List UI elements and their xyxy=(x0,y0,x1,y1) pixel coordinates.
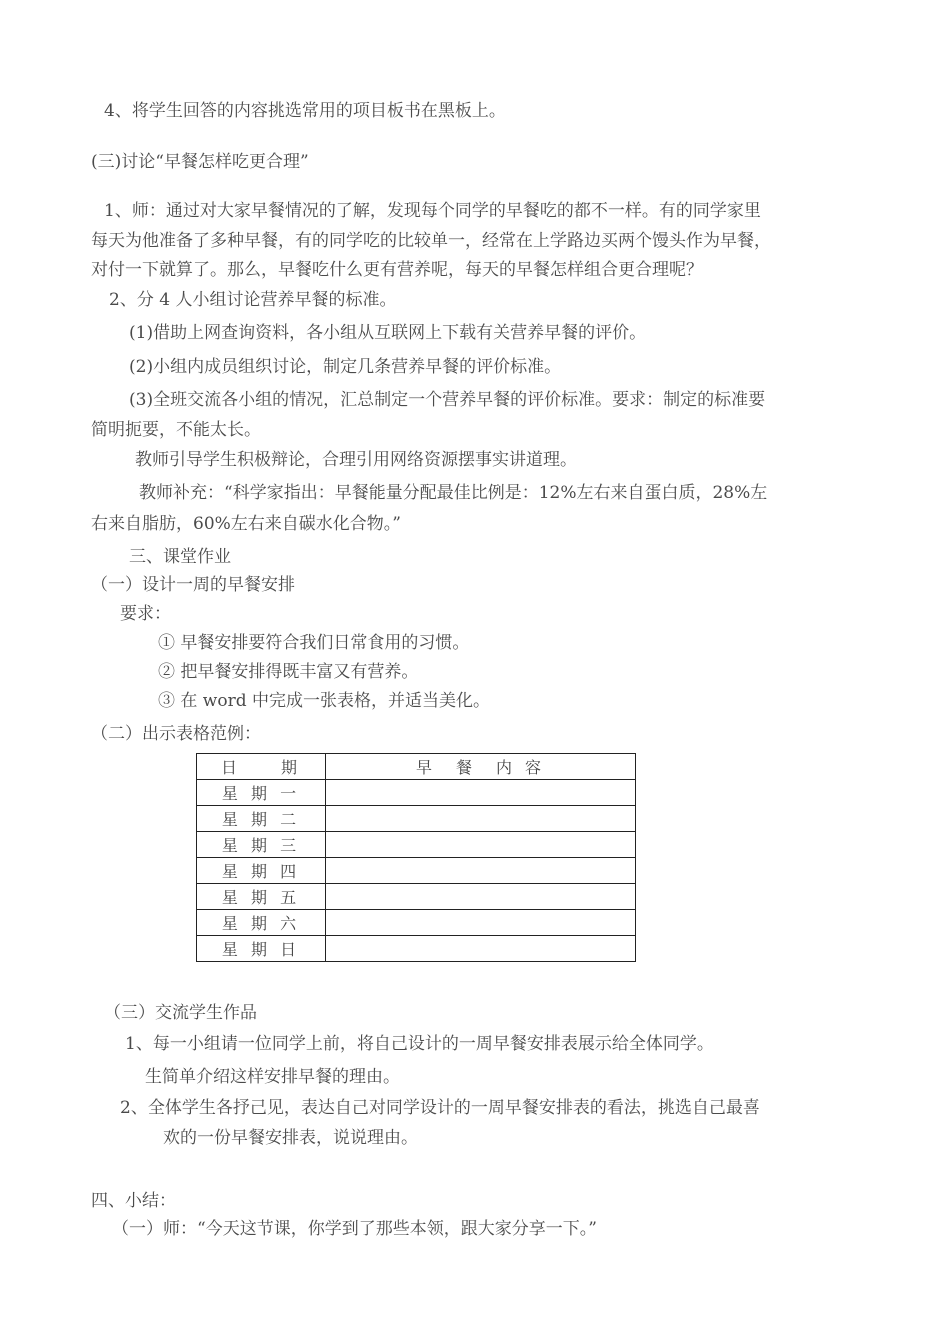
text-line: (2)小组内成员组织讨论，制定几条营养早餐的评价标准。 xyxy=(129,357,562,377)
table-cell-day: 星 期 日 xyxy=(197,936,326,962)
section-heading: 三、课堂作业 xyxy=(129,547,231,567)
text-line: (3)全班交流各小组的情况，汇总制定一个营养早餐的评价标准。要求：制定的标准要 xyxy=(129,390,766,410)
section-heading: 四、小结： xyxy=(91,1191,176,1211)
text-line: （一）师：“今天这节课，你学到了那些本领，跟大家分享一下。” xyxy=(112,1219,597,1239)
sub-heading: （二）出示表格范例： xyxy=(91,724,261,744)
text-line: 2、分 4 人小组讨论营养早餐的标准。 xyxy=(109,290,397,310)
text-line: 对付一下就算了。那么，早餐吃什么更有营养呢，每天的早餐怎样组合更合理呢？ xyxy=(91,260,703,280)
table-cell-empty xyxy=(326,910,636,936)
table-row xyxy=(197,858,636,884)
text-line: 教师引导学生积极辩论，合理引用网络资源摆事实讲道理。 xyxy=(135,450,577,470)
text-line: 要求： xyxy=(120,604,171,624)
table-cell-day: 星 期 一 xyxy=(197,780,326,806)
table-cell-empty xyxy=(326,832,636,858)
text-line: 每天为他准备了多种早餐，有的同学吃的比较单一，经常在上学路边买两个馒头作为早餐， xyxy=(91,231,771,251)
text-line: 4、将学生回答的内容挑选常用的项目板书在黑板上。 xyxy=(104,101,506,121)
text-line: (1)借助上网查询资料，各小组从互联网上下载有关营养早餐的评价。 xyxy=(129,323,647,343)
list-item: ③ 在 word 中完成一张表格，并适当美化。 xyxy=(158,691,491,711)
section-heading: (三)讨论“早餐怎样吃更合理” xyxy=(91,152,309,172)
list-item: ② 把早餐安排得既丰富又有营养。 xyxy=(158,662,419,682)
table-cell-day: 星 期 六 xyxy=(197,910,326,936)
table-cell-day: 星 期 四 xyxy=(197,858,326,884)
text-line: 1、师：通过对大家早餐情况的了解，发现每个同学的早餐吃的都不一样。有的同学家里 xyxy=(104,201,761,221)
table-cell-empty xyxy=(326,780,636,806)
text-line: 生简单介绍这样安排早餐的理由。 xyxy=(145,1067,400,1087)
sub-heading: （一）设计一周的早餐安排 xyxy=(91,575,295,595)
table-row xyxy=(197,806,636,832)
text-line: 简明扼要，不能太长。 xyxy=(91,420,261,440)
table-cell-empty xyxy=(326,936,636,962)
sub-heading: （三）交流学生作品 xyxy=(104,1003,257,1023)
text-line: 1、每一小组请一位同学上前，将自己设计的一周早餐安排表展示给全体同学。 xyxy=(125,1034,714,1054)
table-row xyxy=(197,884,636,910)
table-cell-day: 星 期 二 xyxy=(197,806,326,832)
table-header-cell: 日 期 xyxy=(197,754,326,780)
table-row xyxy=(197,936,636,962)
text-line: 2、全体学生各抒己见，表达自己对同学设计的一周早餐安排表的看法，挑选自己最喜 xyxy=(120,1098,760,1118)
table-cell-day: 星 期 五 xyxy=(197,884,326,910)
table-row xyxy=(197,910,636,936)
text-line: 右来自脂肪，60%左右来自碳水化合物。” xyxy=(91,514,401,534)
table-header-cell: 早 餐 内 容 xyxy=(326,754,636,780)
breakfast-table xyxy=(196,753,636,962)
table-header-row xyxy=(197,754,636,780)
table-cell-day: 星 期 三 xyxy=(197,832,326,858)
text-line: 教师补充：“科学家指出：早餐能量分配最佳比例是：12%左右来自蛋白质，28%左 xyxy=(139,483,768,503)
table-cell-empty xyxy=(326,806,636,832)
table-row xyxy=(197,780,636,806)
list-item: ① 早餐安排要符合我们日常食用的习惯。 xyxy=(158,633,470,653)
table-cell-empty xyxy=(326,884,636,910)
table-cell-empty xyxy=(326,858,636,884)
text-line: 欢的一份早餐安排表，说说理由。 xyxy=(163,1128,418,1148)
table-row xyxy=(197,832,636,858)
